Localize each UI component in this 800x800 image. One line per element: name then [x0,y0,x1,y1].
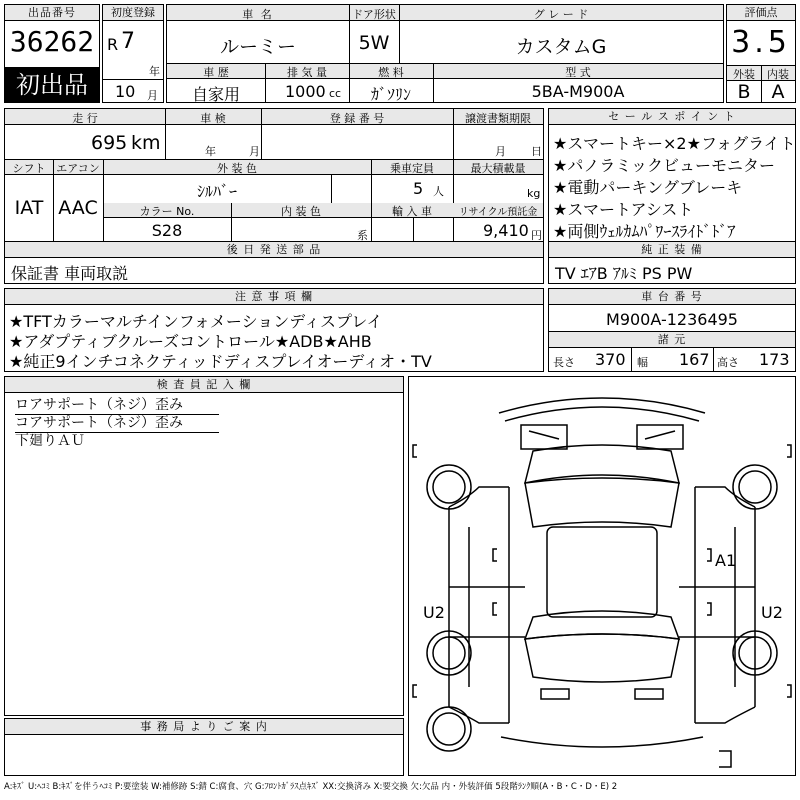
height-label: 高さ [717,356,739,369]
mileage-unit: km [131,132,161,154]
inspector-label: 検 査 員 記 入 欄 [5,377,403,393]
displacement: 1000 [285,82,326,101]
later-parts: 保証書 車両取説 [11,264,129,283]
displacement-label: 排 気 量 [287,66,327,79]
equipment-label: 純 正 装 備 [549,242,795,258]
lot-label: 出品番号 [5,5,99,21]
color-no: S28 [151,221,183,240]
sales-point-4: ★スマートアシスト [553,200,694,219]
grade-label: グ レ ー ド [533,8,589,21]
door-type: 5W [358,32,390,54]
note-1: ★TFTカラーマルチインフォメーションディスプレイ [9,312,383,331]
score-box [726,4,796,103]
mileage-label: 走 行 [72,112,98,125]
sales-points-box [548,108,796,284]
history: 自家用 [191,85,240,104]
inspection-month-unit: 月 [249,145,260,158]
legend: A:ｷｽﾞ U:ﾍｺﾐ B:ｷｽﾞを伴うﾍｺﾐ P:要塗装 W:補修跡 S:錆 C:腐食、穴 G:ﾌﾛﾝﾄｶﾞﾗｽ点ｷｽﾞ XX:交換済み X:要交換 欠:欠品 内・外装評価 5段階ﾗﾝｸ順(A・B・C・D・E) 2 [4,782,618,792]
inspector-note-3: 下廻りＡＵ [15,433,85,449]
inspector-note-2: コアサポート（ネジ）歪み [15,415,219,433]
door-label: ドア形状 [352,8,396,21]
car-name: ルーミー [219,36,296,58]
ext-color-label: 外 装 色 [217,162,257,175]
specs-label: 諸 元 [549,332,795,348]
lot-number: 36262 [9,25,95,58]
capacity-unit: 人 [433,185,444,198]
grade: カスタムG [515,36,607,58]
sales-point-5: ★両側ｳｪﾙｶﾑﾊﾟﾜｰｽﾗｲﾄﾞﾄﾞｱ [553,222,736,241]
notes-label: 注 意 事 項 欄 [5,289,543,305]
chassis-label: 車 台 番 号 [549,289,795,305]
chassis-box [548,288,796,372]
first-reg-month-unit: 月 [147,89,158,102]
inspection-year-unit: 年 [205,145,216,158]
note-3: ★純正9インチコネクティッドディスプレイオーディオ・TV [9,352,432,371]
sales-point-2: ★パノラミックビューモニター [553,156,776,175]
width: 167 [679,350,710,369]
aircon: AAC [58,197,98,219]
transfer-month-unit: 月 [495,145,506,158]
car-name-label: 車 名 [242,8,274,21]
height: 173 [759,350,790,369]
int-score: A [771,81,785,103]
transfer-day-unit: 日 [531,145,542,158]
recycle-label: リサイクル預託金 [458,207,538,218]
history-label: 車 歴 [203,66,229,79]
score-value: 3.5 [731,25,791,60]
capacity-label: 乗車定員 [390,162,434,175]
int-color-label: 内 装 色 [281,205,321,218]
note-2: ★アダプティブクルーズコントロール★ADB★AHB [9,332,372,351]
first-listing-badge: 初出品 [5,67,99,103]
sales-point-3: ★電動パーキングブレーキ [553,178,743,197]
damage-mark-u2-right: U2 [761,603,783,622]
model-code: 5BA-M900A [531,82,625,101]
car-diagram [408,376,796,776]
office-label: 事 務 局 よ り ご 案 内 [5,719,403,735]
length: 370 [595,350,626,369]
import-label: 輸 入 車 [392,205,432,218]
recycle: 9,410 [483,221,529,240]
ext-color: ｼﾙﾊﾞｰ [196,182,237,201]
registration-label: 登 録 番 号 [329,112,385,125]
ext-score: B [737,81,751,103]
shift-label: シフト [12,162,46,175]
later-parts-label: 後 日 発 送 部 品 [5,242,543,258]
equipment: TV ｴｱB ｱﾙﾐ PS PW [555,264,693,283]
first-reg-era: R [107,35,119,54]
lot-box [4,4,100,103]
displacement-unit: cc [329,87,342,100]
max-load-unit: kg [527,187,541,200]
max-load-label: 最大積載量 [470,162,526,175]
detail-box [4,108,544,284]
mileage: 695 [91,132,128,154]
car-diagram-svg [409,377,795,775]
office-box [4,718,404,776]
color-no-label: カラー No. [139,205,195,218]
chassis-number: M900A-1236495 [606,310,738,329]
notes-box [4,288,544,372]
first-reg-box [102,4,164,103]
recycle-unit: 円 [531,229,542,242]
damage-mark-u2-left: U2 [423,603,445,622]
inspector-note-1: ロアサポート（ネジ）歪み [15,397,219,415]
fuel: ｶﾞｿﾘﾝ [370,85,411,104]
sales-points-label: セ ー ル ス ポ イ ン ト [549,109,795,125]
transfer-label: 譲渡書類期限 [465,112,531,125]
model-code-label: 型 式 [565,66,591,79]
score-label: 評価点 [727,5,795,21]
damage-mark-a1: A1 [715,551,737,570]
int-color-unit: 系 [357,229,368,242]
first-reg-year-unit: 年 [149,65,160,78]
capacity: 5 [413,179,424,198]
inspection-label: 車 検 [200,112,226,125]
int-score-label: 内装 [767,68,789,81]
vehicle-info-box [166,4,724,103]
first-reg-label: 初度登録 [103,5,163,21]
length-label: 長さ [553,356,575,369]
shift: IAT [14,197,44,219]
aircon-label: エアコン [56,162,100,175]
sales-point-1: ★スマートキー×2★フォグライト [553,134,796,153]
width-label: 幅 [637,356,648,369]
inspector-box [4,376,404,716]
first-reg-month: 10 [115,82,136,101]
ext-score-label: 外装 [733,68,755,81]
first-reg-year: 7 [121,29,135,54]
fuel-label: 燃 料 [378,66,404,79]
